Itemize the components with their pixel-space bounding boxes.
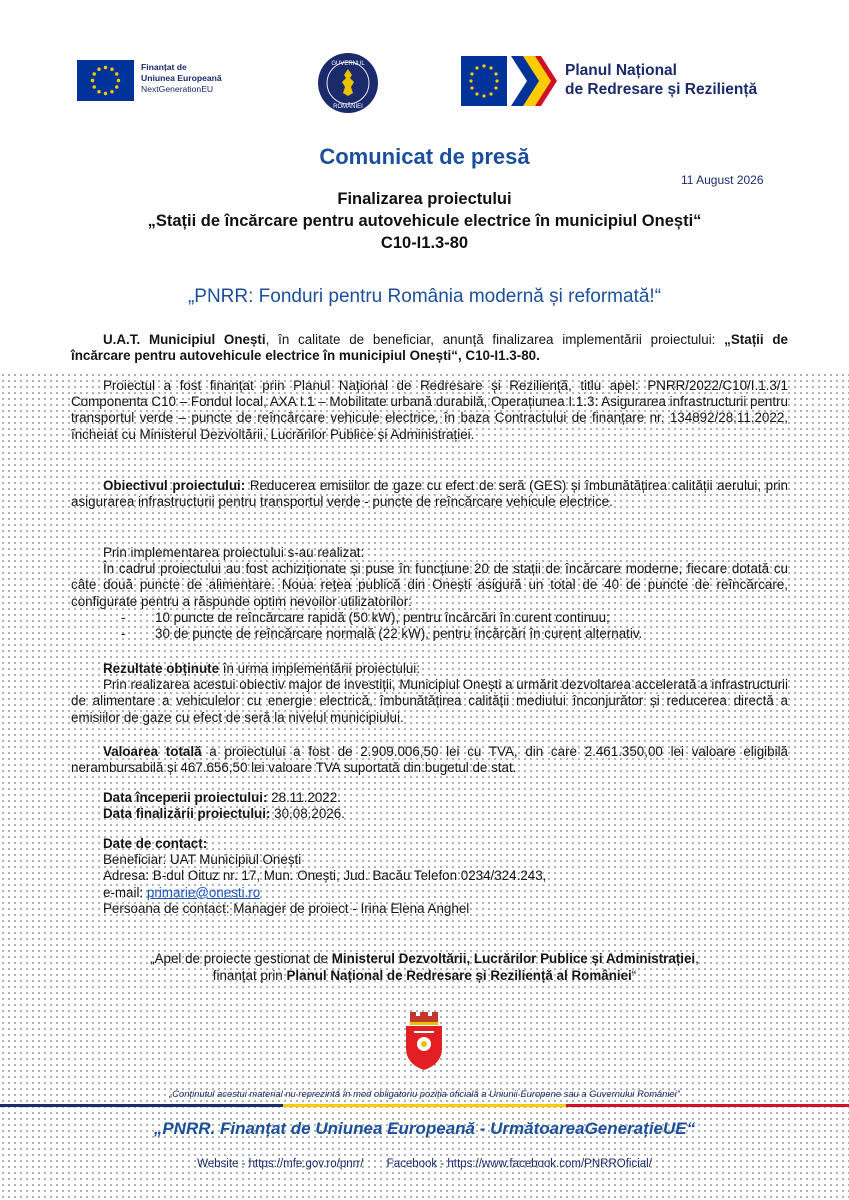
onesti-coat-of-arms-icon	[400, 1008, 448, 1072]
implementation-paragraph: Prin implementarea proiectului s-au realizat: În cadrul proiectului au fost achiziționate și puse în funcțiune 20 de stații de încărcare moderne, fiecare dotată cu câte două puncte de alimentare. Noua rețea publică din Onești asigură un total de 40 de puncte de reîncărcare, configurate pentru a răspunde optim nevoilor utilizatorilor: - 10 puncte de reîncărcare rapidă (50 kW), pentru încărcări în curent continuu; - 30 de puncte de reîncărcare normală (22 kW), pentru încărcări în curent alternativ.	[71, 545, 788, 642]
value-paragraph: Valoarea totală a proiectului a fost de 2.909.006,50 lei cu TVA, din care 2.461.350,00 lei valoare eligibilă nerambursabilă și 467.656,50 lei valoare TVA suportată din bugetul de stat.	[71, 744, 788, 776]
list-item: - 30 de puncte de reîncărcare normală (22 kW), pentru încărcări în curent alternativ.	[121, 626, 643, 642]
financing-paragraph: Proiectul a fost finanțat prin Planul Național de Redresare și Reziliență, titlu apel: PNRR/2022/C10/I.1.3/1 Componenta C10 – Fondul local, AXA I.1 – Mobilitate urbană durabilă, Operațiunea I.1.3: Asigurarea infrastructurii pentru transportul verde – puncte de reîncărcare vehicule electrice, în baza Contractului de finanțare nr. 134892/28.11.2022, încheiat cu Ministerul Dezvoltării, Lucrărilor Publice și Administrației.	[71, 378, 788, 442]
intro-paragraph: U.A.T. Municipiul Onești, în calitate de beneficiar, anunță finalizarea implementării proiectului: „Stații de încărcare pentru autovehicule electrice în municipiul Onești“, C10-I1.3-80.	[71, 332, 789, 364]
footer-links	[0, 1158, 849, 1170]
tricolor-yellow	[283, 1104, 566, 1107]
project-heading: Finalizarea proiectului „Stații de încărcare pentru autovehicule electrice în municipiul Onești“ C10-I1.3-80	[147, 190, 702, 252]
disclaimer-text: „Conținutul acestui material nu reprezintă în mod obligatoriu poziția oficială a Uniunii Europene sau a Guvernului României”	[169, 1088, 680, 1099]
results-paragraph: Rezultate obținute în urma implementării proiectului: Prin realizarea acestui obiectiv major de investiții, Municipiul Onești a urmărit dezvoltarea accelerată a infrastructurii de alimentare a vehiculelor cu energie electrică, îmbunătățirea calității mediului înconjurător și reducerea directă a emisiilor de gaze cu efect de seră la nivelul municipiului.	[71, 661, 788, 725]
project-dates: Data începerii proiectului: 28.11.2022. Data finalizării proiectului: 30.08.2026.	[103, 790, 345, 822]
call-statement: „Apel de proiecte gestionat de Ministerul Dezvoltării, Lucrărilor Publice și Administrației, finanțat prin Planul Național de Redresare și Reziliență al României“	[150, 951, 699, 983]
pnrr-motto: „PNRR: Fonduri pentru România modernă și reformată!“	[187, 286, 662, 307]
pnrr-logo-label: Planul Național de Redresare și Reziliență	[565, 62, 758, 98]
eu-flag-icon	[77, 60, 134, 101]
press-date: 11 August 2026	[681, 173, 764, 187]
eu-funding-label: Finanțat de Uniunea Europeană NextGenerationEU	[141, 62, 222, 94]
list-item: - 10 puncte de reîncărcare rapidă (50 kW), pentru încărcări în curent continuu;	[121, 609, 610, 625]
tricolor-red	[566, 1104, 849, 1107]
email-link[interactable]: primarie@onesti.ro	[146, 884, 261, 900]
objective-paragraph: Obiectivul proiectului: Reducerea emisiilor de gaze cu efect de seră (GES) și îmbunătățirea calității aerului, prin asigurarea infrastructurii pentru transportul verde - puncte de reîncărcare vehicule electrice.	[71, 478, 788, 510]
pnrr-logo-icon	[461, 56, 557, 106]
page-title: Comunicat de presă	[319, 144, 530, 169]
eu-slogan: „PNRR. Finanțat de Uniunea Europeană - UrmătoareaGenerațieUE“	[153, 1119, 696, 1138]
tricolor-blue	[0, 1104, 283, 1107]
contact-block: Date de contact: Beneficiar: UAT Municipiul Onești Adresa: B-dul Oituz nr. 17, Mun. Onești, Jud. Bacău Telefon 0234/324.243, e-mail: primarie@onesti.ro Persoana de contact: Manager de proiect - Irina Elena Anghel	[103, 836, 547, 916]
government-seal-icon	[317, 52, 379, 114]
svg-text:ROMÂNIEI: ROMÂNIEI	[333, 104, 363, 110]
facebook-link[interactable]: Facebook - https://www.facebook.com/PNRROficial/	[386, 1158, 652, 1170]
website-link[interactable]: Website - https://mfe.gov.ro/pnrr/	[197, 1158, 364, 1170]
svg-text:GUVERNUL: GUVERNUL	[331, 61, 365, 67]
